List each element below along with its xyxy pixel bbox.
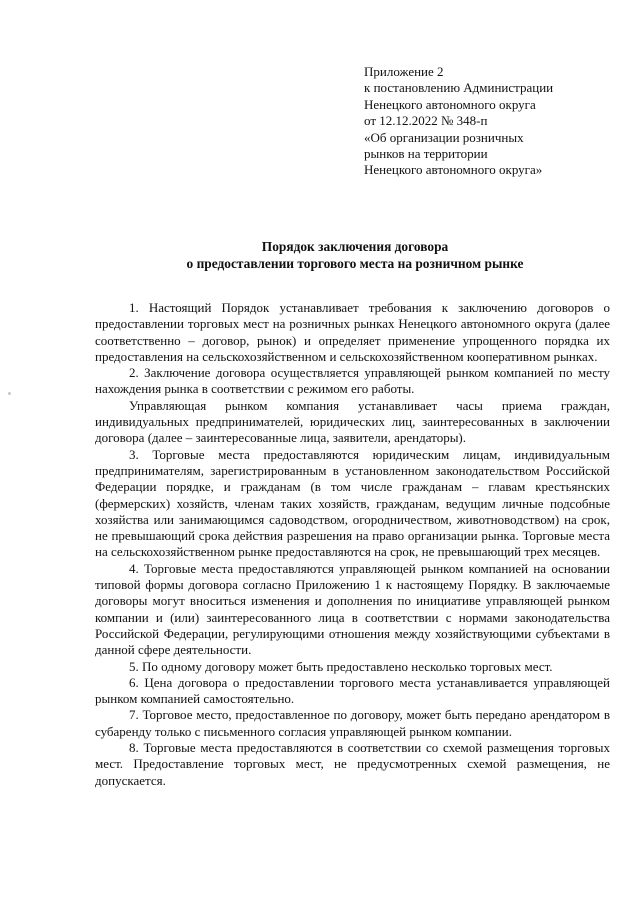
paragraph: 4. Торговые места предоставляются управляющей рынком компанией на основании типовой формы договора согласно Приложению 1 к настоящему Порядку. В заключаемые договоры могут вноситься изменения и дополнения по инициативе управляющей рынком компании и (или) заинтересованного лица в соответствии с нормами законодательства Российской Федерации, регулирующими отношения между хозяйствующими субъектами в данной сфере деятельности. [95,560,610,658]
title-line-1: Порядок заключения договора [261,239,449,254]
paragraph: 8. Торговые места предоставляются в соответствии со схемой размещения торговых мест. Предоставление торговых мест, не предусмотренных схемой размещения, не допускается. [95,740,610,788]
annex-line: Ненецкого автономного округа» [364,162,543,178]
document-title [95,238,615,272]
paragraph: 3. Торговые места предоставляются юридическим лицам, индивидуальным предпринимателям, зарегистрированным в установленном законодательством Российской Федерации порядке, и гражданам (в том числе гражданам – главам крестьянских (фермерских) хозяйств, членам таких хозяйств, гражданам, ведущим личные подсобные хозяйства или занимающимся садоводством, огородничеством, животноводством) на срок, не превышающий срока действия разрешения на право организации рынка. Торговые места на сельскохозяйственном рынке предоставляются на срок, не превышающий трех месяцев. [95,446,610,560]
scan-artifact [8,392,11,395]
paragraph: 6. Цена договора о предоставлении торгового места устанавливается управляющей рынком компанией самостоятельно. [95,674,610,707]
annex-line: рынков на территории [364,146,488,162]
annex-line: от 12.12.2022 № 348-п [364,113,488,129]
annex-line: к постановлению Администрации [364,80,554,96]
paragraph: 1. Настоящий Порядок устанавливает требования к заключению договоров о предоставлении торговых мест на розничных рынках Ненецкого автономного округа (далее соответственно – договор, рынок) и определяет применение упрощенного порядка их предоставления на сельскохозяйственном и сельскохозяйственном кооперативном рынках. [95,300,610,364]
document-body [95,300,610,789]
annex-line: Приложение 2 [364,64,444,79]
paragraph: Управляющая рынком компания устанавливает часы приема граждан, индивидуальных предпринимателей, юридических лиц, заинтересованных в заключении договора (далее – заинтересованные лица, заявители, арендаторы). [95,397,610,446]
annex-header [364,64,614,179]
annex-line: Ненецкого автономного округа [364,96,536,112]
annex-line: «Об организации розничных [364,129,524,145]
paragraph: 2. Заключение договора осуществляется управляющей рынком компанией по месту нахождения рынка в соответствии с режимом его работы. [95,365,610,397]
paragraph: 7. Торговое место, предоставленное по договору, может быть передано арендатором в субаренду только с письменного согласия управляющей рынком компании. [95,707,610,739]
paragraph: 5. По одному договору может быть предоставлено несколько торговых мест. [129,658,553,674]
title-line-2: о предоставлении торгового места на розничном рынке [186,256,524,271]
